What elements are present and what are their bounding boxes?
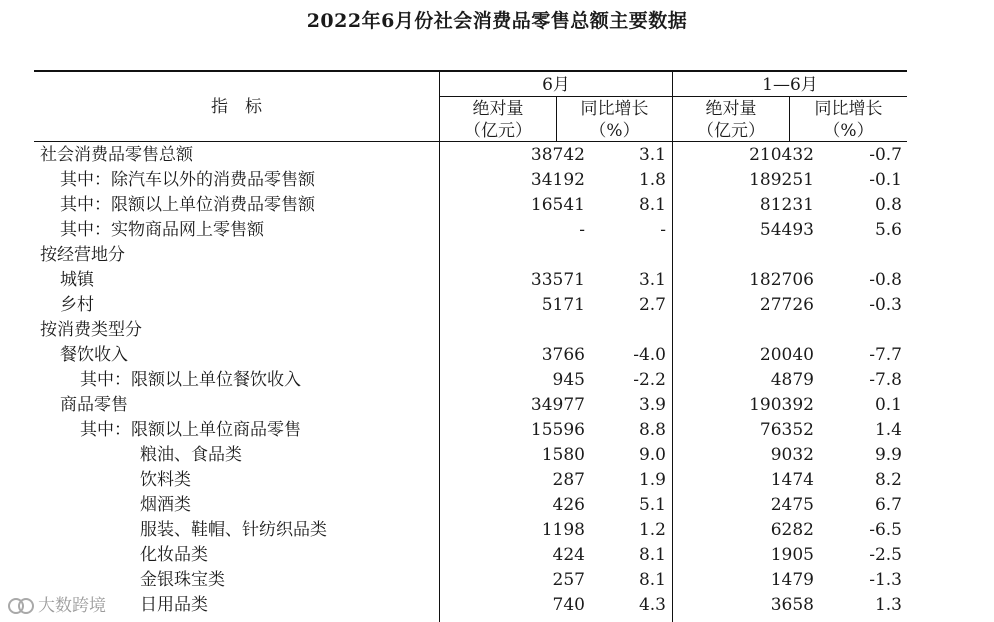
ytd-yoy-cell: -0.7: [869, 145, 902, 165]
june-absolute-cell: 1580: [541, 445, 585, 465]
table-row: [34, 318, 907, 343]
table-row: [34, 518, 907, 543]
june-yoy-cell: -4.0: [633, 345, 666, 365]
ytd-absolute-cell: 20040: [759, 345, 814, 365]
table-row: [34, 443, 907, 468]
june-absolute-cell: 5171: [541, 295, 585, 315]
header-unit-pct: （%）: [589, 121, 640, 141]
table-row: [34, 418, 907, 443]
table-row: [34, 593, 907, 618]
june-yoy-cell: -2.2: [633, 370, 666, 390]
table-row: [34, 468, 907, 493]
ytd-yoy-cell: -0.8: [869, 270, 902, 290]
row-label: 化妆品类: [140, 545, 208, 565]
header-yoy-ytd: [790, 98, 907, 142]
ytd-yoy-cell: 1.3: [874, 595, 902, 615]
ytd-absolute-cell: 182706: [749, 270, 814, 290]
june-yoy-cell: 1.2: [638, 520, 666, 540]
row-label: 饮料类: [140, 470, 191, 490]
watermark-text: 大数跨境: [38, 596, 106, 616]
header-period-jan-jun: 1—6月: [762, 75, 818, 95]
june-yoy-cell: 1.8: [638, 170, 666, 190]
ytd-yoy-cell: 0.1: [874, 395, 902, 415]
ytd-absolute-cell: 54493: [759, 220, 814, 240]
row-label: 日用品类: [140, 595, 208, 615]
june-absolute-cell: 945: [552, 370, 585, 390]
ytd-absolute-cell: 189251: [749, 170, 814, 190]
table-row: [34, 193, 907, 218]
header-unit-yuan: （亿元）: [464, 121, 532, 141]
ytd-yoy-cell: 9.9: [874, 445, 902, 465]
ytd-yoy-cell: 6.7: [874, 495, 902, 515]
june-absolute-cell: 424: [552, 545, 585, 565]
ytd-absolute-cell: 6282: [770, 520, 814, 540]
row-label: 按经营地分: [40, 245, 125, 265]
row-label: 乡村: [60, 295, 94, 315]
header-unit-pct: （%）: [823, 121, 874, 141]
table-row: [34, 293, 907, 318]
ytd-absolute-cell: 1474: [770, 470, 814, 490]
ytd-yoy-cell: -6.5: [869, 520, 902, 540]
header-period-june: 6月: [542, 75, 570, 95]
june-absolute-cell: -: [579, 220, 585, 240]
table-row: [34, 493, 907, 518]
row-label: 其中：限额以上单位商品零售: [80, 420, 301, 440]
ytd-yoy-cell: -0.3: [869, 295, 902, 315]
watermark-logo-icon: [8, 595, 34, 613]
june-absolute-cell: 16541: [530, 195, 585, 215]
june-absolute-cell: 34192: [530, 170, 585, 190]
table-row: [34, 243, 907, 268]
june-absolute-cell: 3766: [541, 345, 585, 365]
table-row: [34, 218, 907, 243]
ytd-absolute-cell: 4879: [770, 370, 814, 390]
header-unit-yuan: （亿元）: [697, 121, 765, 141]
june-absolute-cell: 38742: [530, 145, 585, 165]
june-yoy-cell: 8.1: [638, 570, 666, 590]
header-yoy-june: [557, 98, 672, 142]
june-yoy-cell: -: [660, 220, 666, 240]
june-yoy-cell: 9.0: [638, 445, 666, 465]
table-row: [34, 343, 907, 368]
row-label: 按消费类型分: [40, 320, 142, 340]
june-yoy-cell: 8.8: [638, 420, 666, 440]
table-row: [34, 268, 907, 293]
header-absolute-label: 绝对量: [705, 99, 757, 119]
table-row: [34, 168, 907, 193]
june-yoy-cell: 4.3: [638, 595, 666, 615]
june-absolute-cell: 426: [552, 495, 585, 515]
ytd-absolute-cell: 1905: [770, 545, 814, 565]
june-absolute-cell: 34977: [530, 395, 585, 415]
june-absolute-cell: 15596: [530, 420, 585, 440]
june-absolute-cell: 1198: [541, 520, 585, 540]
june-absolute-cell: 740: [552, 595, 585, 615]
row-label: 商品零售: [60, 395, 128, 415]
table-row: [34, 368, 907, 393]
row-label: 粮油、食品类: [140, 445, 242, 465]
june-yoy-cell: 3.1: [638, 270, 666, 290]
june-yoy-cell: 2.7: [638, 295, 666, 315]
june-yoy-cell: 3.1: [638, 145, 666, 165]
header-yoy-label: 同比增长: [580, 99, 649, 119]
table-top-rule: [34, 70, 907, 72]
june-yoy-cell: 3.9: [638, 395, 666, 415]
june-yoy-cell: 1.9: [638, 470, 666, 490]
row-label: 城镇: [60, 270, 94, 290]
june-absolute-cell: 257: [552, 570, 585, 590]
row-label: 其中：除汽车以外的消费品零售额: [60, 170, 315, 190]
ytd-absolute-cell: 1479: [770, 570, 814, 590]
ytd-yoy-cell: -1.3: [869, 570, 902, 590]
ytd-absolute-cell: 2475: [770, 495, 814, 515]
row-label: 服装、鞋帽、针纺织品类: [140, 520, 327, 540]
ytd-absolute-cell: 3658: [770, 595, 814, 615]
table-row: [34, 143, 907, 168]
table-row: [34, 393, 907, 418]
june-absolute-cell: 287: [552, 470, 585, 490]
row-label: 其中：限额以上单位餐饮收入: [80, 370, 301, 390]
table-row: [34, 568, 907, 593]
watermark: [8, 591, 106, 616]
june-yoy-cell: 8.1: [638, 195, 666, 215]
header-subrule: [439, 96, 907, 97]
ytd-absolute-cell: 76352: [759, 420, 814, 440]
row-label: 餐饮收入: [60, 345, 128, 365]
ytd-yoy-cell: 8.2: [874, 470, 902, 490]
row-label: 金银珠宝类: [140, 570, 225, 590]
ytd-yoy-cell: 1.4: [874, 420, 902, 440]
ytd-yoy-cell: 0.8: [874, 195, 902, 215]
ytd-yoy-cell: -0.1: [869, 170, 902, 190]
row-label: 其中：实物商品网上零售额: [60, 220, 264, 240]
row-label: 社会消费品零售总额: [40, 145, 193, 165]
header-absolute-label: 绝对量: [472, 99, 524, 119]
ytd-absolute-cell: 27726: [759, 295, 814, 315]
ytd-absolute-cell: 190392: [749, 395, 814, 415]
page-title: 2022年6月份社会消费品零售总额主要数据: [306, 10, 688, 32]
table-row: [34, 543, 907, 568]
ytd-absolute-cell: 9032: [770, 445, 814, 465]
row-label: 其中：限额以上单位消费品零售额: [60, 195, 315, 215]
june-yoy-cell: 5.1: [638, 495, 666, 515]
data-table-body: [34, 143, 907, 618]
ytd-absolute-cell: 81231: [759, 195, 814, 215]
header-absolute-ytd: [673, 98, 789, 142]
june-absolute-cell: 33571: [530, 270, 585, 290]
header-bottom-rule: [34, 141, 907, 142]
header-indicator: 指 标: [211, 97, 262, 117]
ytd-yoy-cell: -7.8: [869, 370, 902, 390]
ytd-absolute-cell: 210432: [749, 145, 814, 165]
header-absolute-june: [440, 98, 556, 142]
june-yoy-cell: 8.1: [638, 545, 666, 565]
ytd-yoy-cell: -2.5: [869, 545, 902, 565]
row-label: 烟酒类: [140, 495, 191, 515]
ytd-yoy-cell: 5.6: [874, 220, 902, 240]
header-yoy-label: 同比增长: [814, 99, 883, 119]
ytd-yoy-cell: -7.7: [869, 345, 902, 365]
